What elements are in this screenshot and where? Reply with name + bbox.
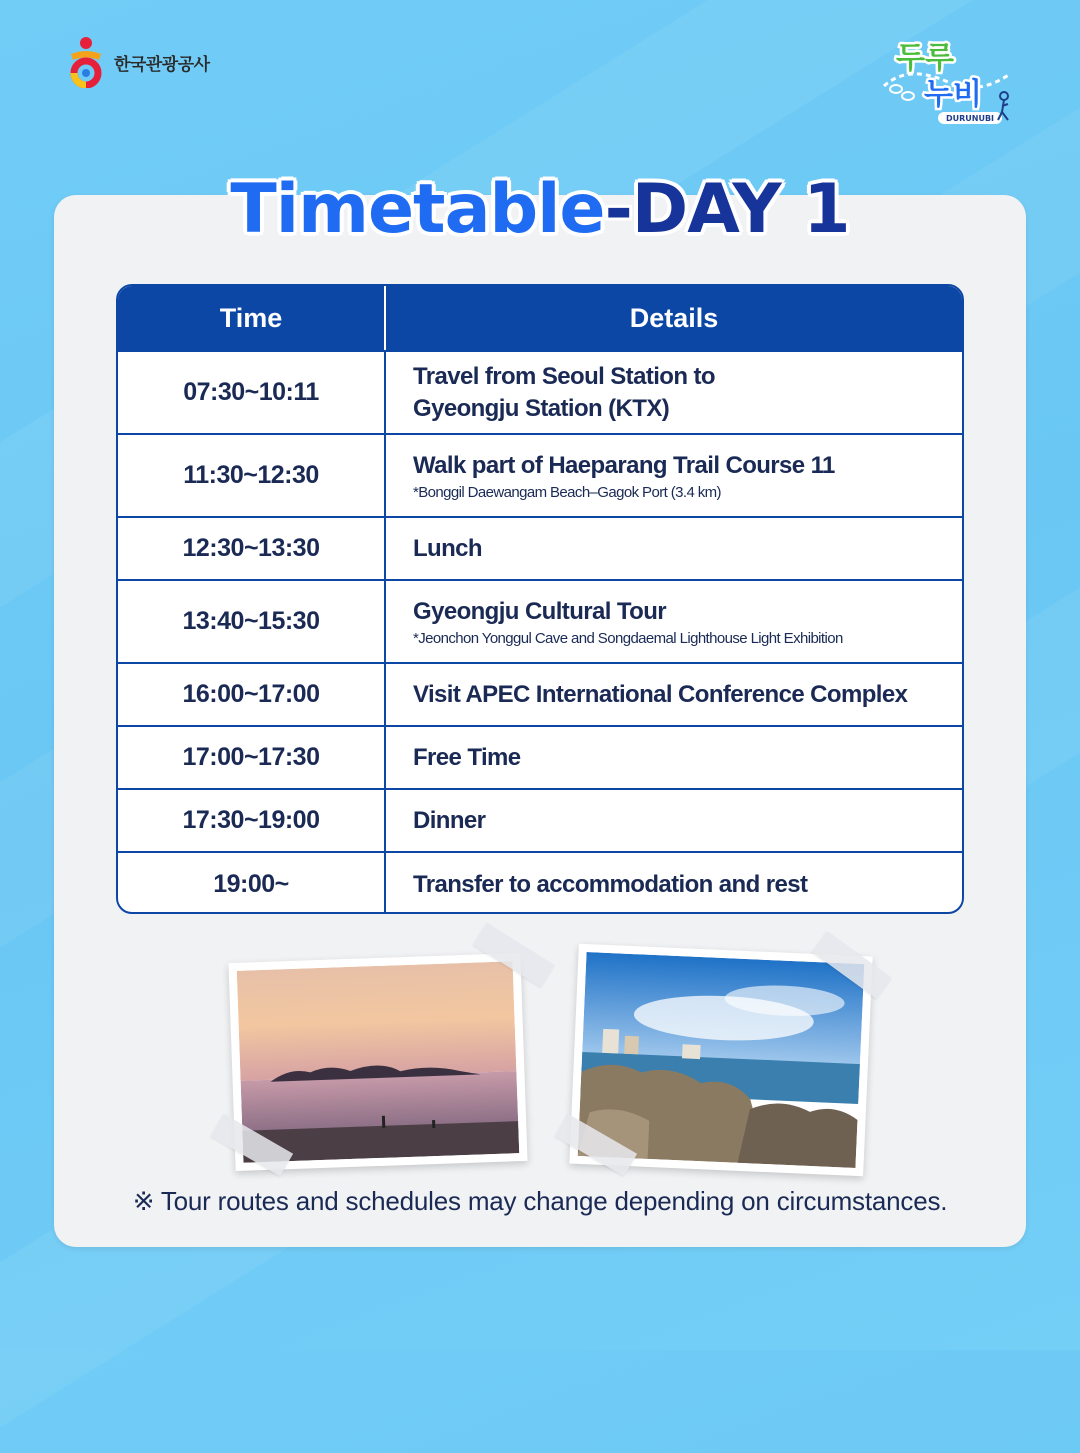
kto-logo bbox=[66, 36, 210, 88]
table-row bbox=[118, 516, 962, 579]
durunubi-logo bbox=[878, 34, 1018, 128]
row-activity: Dinner bbox=[413, 806, 486, 834]
table-row bbox=[118, 579, 962, 662]
row-activity-note: *Bonggil Daewangam Beach–Gagok Port (3.4 km) bbox=[413, 484, 721, 501]
row-details bbox=[386, 853, 962, 914]
table-row bbox=[118, 662, 962, 725]
row-details bbox=[386, 664, 962, 725]
row-details bbox=[386, 352, 962, 433]
org-name: 한국관광공사 bbox=[114, 54, 210, 75]
row-activity-line2: Gyeongju Station (KTX) bbox=[413, 394, 670, 422]
page-title bbox=[0, 165, 1080, 255]
row-time: 19:00~ bbox=[118, 853, 386, 914]
header-time: Time bbox=[118, 286, 386, 350]
kto-emblem-icon bbox=[66, 36, 106, 88]
table-row bbox=[118, 350, 962, 433]
row-activity: Walk part of Haeparang Trail Course 11 bbox=[413, 452, 835, 479]
row-time: 16:00~17:00 bbox=[118, 664, 386, 725]
row-activity: Lunch bbox=[413, 534, 482, 562]
sunset-beach-photo bbox=[228, 953, 527, 1171]
title-part2: DAY 1 bbox=[631, 170, 850, 249]
row-time: 12:30~13:30 bbox=[118, 518, 386, 579]
header-details: Details bbox=[629, 302, 719, 333]
row-activity: Transfer to accommodation and rest bbox=[413, 870, 808, 898]
row-activity-note: *Jeonchon Yonggul Cave and Songdaemal Lighthouse Light Exhibition bbox=[413, 630, 843, 647]
table-row bbox=[118, 788, 962, 851]
row-time: 07:30~10:11 bbox=[118, 352, 386, 433]
row-details bbox=[386, 790, 962, 851]
durunubi-caption: DURUNUBI bbox=[945, 114, 995, 123]
row-activity: Travel from Seoul Station to bbox=[413, 362, 715, 390]
svg-text:두루: 두루 bbox=[896, 41, 954, 76]
row-time: 17:00~17:30 bbox=[118, 727, 386, 788]
table-header bbox=[118, 286, 962, 350]
row-activity: Free Time bbox=[413, 743, 521, 771]
row-details bbox=[386, 435, 962, 516]
table-row bbox=[118, 433, 962, 516]
row-details bbox=[386, 727, 962, 788]
table-row bbox=[118, 851, 962, 914]
row-time: 11:30~12:30 bbox=[118, 435, 386, 516]
table-row bbox=[118, 725, 962, 788]
row-details bbox=[386, 581, 962, 662]
title-part1: Timetable bbox=[230, 170, 605, 249]
row-activity: Gyeongju Cultural Tour bbox=[413, 598, 667, 625]
row-activity: Visit APEC International Conference Complex bbox=[413, 680, 908, 708]
disclaimer-note: ※ Tour routes and schedules may change depending on circumstances. bbox=[132, 1186, 948, 1216]
row-time: 17:30~19:00 bbox=[118, 790, 386, 851]
title-separator: - bbox=[604, 170, 632, 249]
row-time: 13:40~15:30 bbox=[118, 581, 386, 662]
svg-text:누비: 누비 bbox=[924, 77, 982, 112]
timetable bbox=[116, 284, 964, 914]
row-details bbox=[386, 518, 962, 579]
